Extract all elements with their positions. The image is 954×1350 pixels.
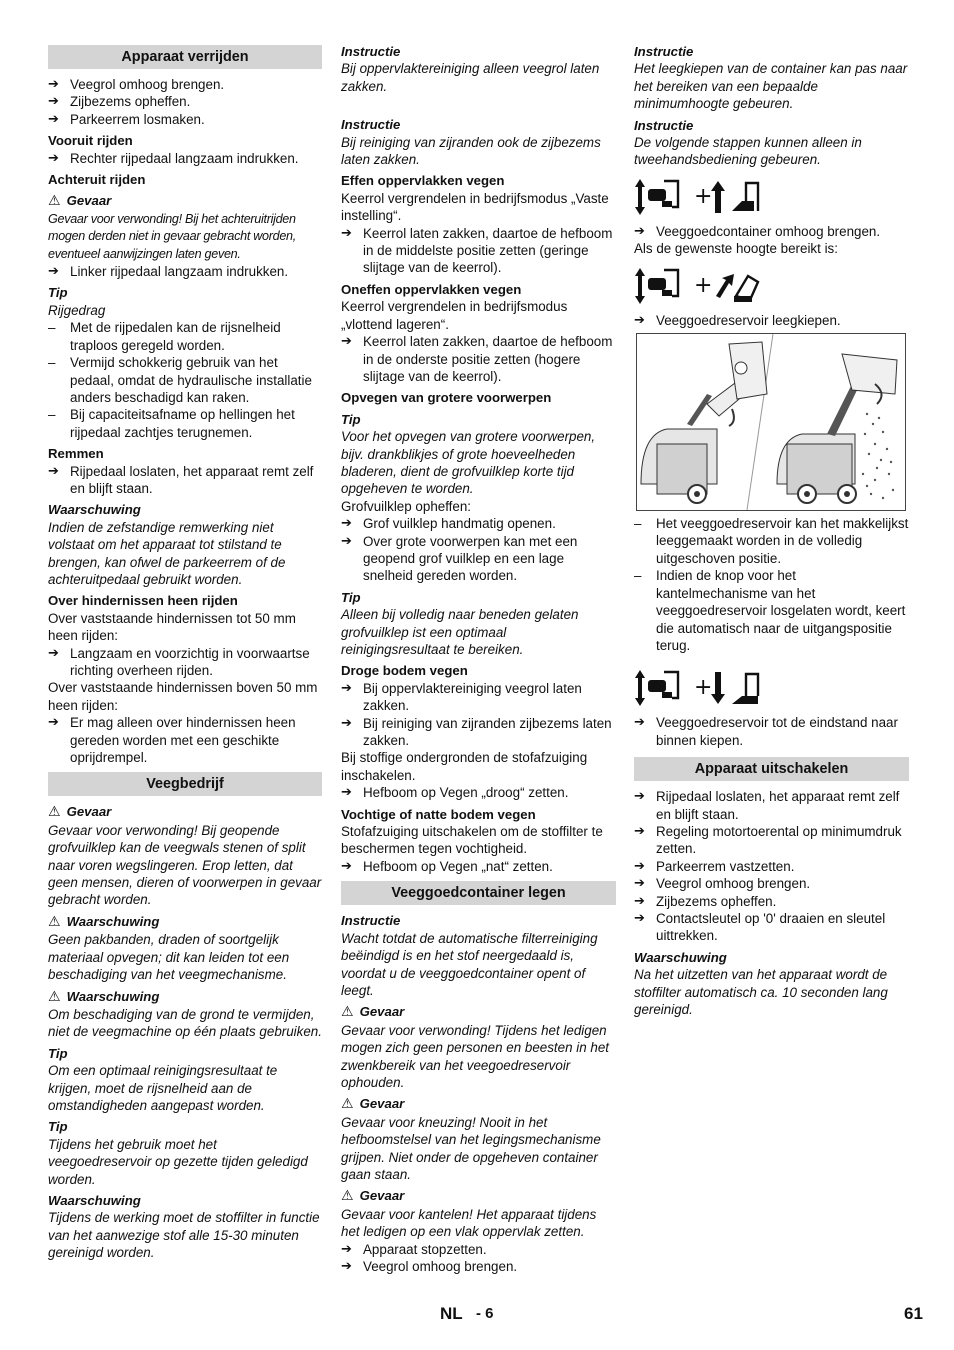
warning-label (48, 913, 322, 931)
list-item: – Met de rijpedalen kan de rijsnelheid traploos geregeld worden. (48, 319, 322, 354)
danger-label (341, 1095, 616, 1113)
step: ➔ Grof vuilklep handmatig openen. (341, 515, 616, 532)
list-item: – Indien de knop voor het kantelmechanisme van het veeggoedreservoir losgelaten wordt, keert die automatisch naar de uitgangspositie terug. (634, 567, 909, 654)
tip-label: Tip (48, 1045, 68, 1061)
heading-remmen: Remmen (48, 446, 104, 462)
warning-triangle-icon: ⚠ (48, 988, 61, 1005)
step: ➔ Hefboom op Vegen „droog“ zetten. (341, 784, 616, 801)
heading-vooruit: Vooruit rijden (48, 133, 133, 149)
paragraph: Keerrol vergrendelen in bedrijfsmodus „vlottend lageren“. (341, 299, 568, 332)
warning-triangle-icon: ⚠ (48, 913, 61, 930)
danger-label (48, 803, 322, 821)
step: ➔ Bij reiniging van zijranden zijbezems laten zakken. (341, 715, 616, 750)
danger-label (48, 192, 322, 210)
danger-text: Gevaar voor verwonding! Tijdens het ledigen mogen zich geen personen en beesten in het zwenkbereik van het veegoedreservoir ophouden. (341, 1022, 610, 1090)
tip-label: Tip (48, 285, 68, 301)
sweeper-machine-image (637, 334, 905, 510)
step: ➔ Hefboom op Vegen „nat“ zetten. (341, 858, 616, 875)
step: ➔ Langzaam en voorzichtig in voorwaartse richting overheen rijden. (48, 645, 322, 680)
control-symbol-tilt (634, 266, 909, 306)
warning-triangle-icon: ⚠ (341, 1188, 354, 1205)
paragraph: Grofvuilklep opheffen: (341, 498, 472, 514)
section-title-veegbedrijf: Veegbedrijf (48, 772, 322, 796)
instruction-text: De volgende stappen kunnen alleen in tweehandsbediening gebeuren. (634, 135, 862, 168)
step: ➔ Rijpedaal loslaten, het apparaat remt zelf en blijft staan. (634, 788, 909, 823)
step: ➔ Keerrol laten zakken, daartoe de hefboom in de middelste positie zetten (geringe slijtage van de keerrol). (341, 225, 616, 277)
tip-label: Tip (48, 1119, 68, 1135)
warning-triangle-icon: ⚠ (341, 1096, 354, 1113)
heading-grotere-voorwerpen: Opvegen van grotere voorwerpen (341, 390, 552, 406)
label-text: Gevaar (359, 1004, 405, 1020)
tip-text: Alleen bij volledig naar beneden gelaten grofvuilklep ist een optimaal reinigingsresultaat te bereiken. (341, 607, 579, 657)
label-text: Gevaar (66, 804, 112, 820)
danger-label (341, 1003, 616, 1021)
instruction-text: Het leegkiepen van de container kan pas naar het bereiken van een bepaalde minimumhoogte gebeuren. (634, 61, 908, 112)
heading-achteruit: Achteruit rijden (48, 172, 146, 188)
tip-text: Tijdens het gebruik moet het veegoedreservoir op gezette tijden geledigd worden. (48, 1136, 308, 1187)
two-hand-tilt-icon (634, 266, 764, 306)
warning-text: Geen pakbanden, draden of soortgelijk materiaal opvegen; dit kan leiden tot een beschadiging van het veegmechanisme. (48, 932, 290, 983)
step: ➔ Veegrol omhoog brengen. (341, 1258, 616, 1275)
paragraph: Over vaststaande hindernissen boven 50 mm heen rijden: (48, 680, 318, 713)
step: ➔ Er mag alleen over hindernissen heen gereden worden met een geschikte oprijdrempel. (48, 714, 322, 766)
warning-text: Tijdens de werking moet de stoffilter in functie van het aanwezige stof alle 15-30 minuten gereinigd worden. (48, 1210, 320, 1261)
warning-text: Na het uitzetten van het apparaat wordt de stoffilter automatisch ca. 10 seconden lang gereinigd. (634, 967, 888, 1017)
plus-sign: + (694, 675, 713, 701)
warning-text: Om beschadiging van de grond te vermijden, niet de veegmachine op één plaats gebruiken. (48, 1006, 322, 1040)
tip-label: Tip (341, 589, 361, 605)
warning-triangle-icon: ⚠ (48, 193, 61, 210)
warning-label: Waarschuwing (634, 949, 727, 965)
instruction-text: Bij oppervlaktereiniging alleen veegrol laten zakken. (341, 61, 600, 94)
tip-text: Voor het opvegen van grotere voorwerpen, bijv. drankblikjes of grote hoeveelheden bladeren, dient de grofvuilklep korte tijd opgeheven te worden. (341, 429, 596, 497)
step: ➔ Apparaat stopzetten. (341, 1241, 616, 1258)
step: ➔ Veeggoedreservoir leegkiepen. (634, 312, 909, 329)
step: ➔ Linker rijpedaal langzaam indrukken. (48, 263, 322, 280)
machine-tipping-illustration (636, 333, 906, 511)
warning-label: Waarschuwing (48, 1192, 141, 1208)
step: ➔ Zijbezems opheffen. (634, 893, 909, 910)
plus-sign: + (694, 272, 713, 298)
warning-triangle-icon: ⚠ (341, 1004, 354, 1021)
step: ➔ Parkeerrem vastzetten. (634, 858, 909, 875)
two-hand-raise-icon (634, 177, 764, 217)
step: ➔ Veegrol omhoog brengen. (634, 875, 909, 892)
footer-page-number: 61 (904, 1304, 923, 1323)
step: ➔ Rijpedaal loslaten, het apparaat remt zelf en blijft staan. (48, 463, 322, 498)
danger-text: Gevaar voor kantelen! Het apparaat tijdens het ledigen op een vlak oppervlak zetten. (341, 1206, 597, 1240)
tip-label: Tip (341, 411, 361, 427)
paragraph: Als de gewenste hoogte bereikt is: (634, 241, 838, 257)
heading-hindernissen: Over hindernissen heen rijden (48, 593, 238, 609)
step: ➔ Keerrol laten zakken, daartoe de hefboom in de onderste positie zetten (hogere slijtage van de keerrol). (341, 333, 616, 385)
paragraph: Keerrol vergrendelen in bedrijfsmodus „Vaste instelling“. (341, 190, 609, 224)
label-text: Waarschuwing (66, 913, 160, 929)
heading-oneffen: Oneffen oppervlakken vegen (341, 281, 522, 297)
step: ➔ Bij oppervlaktereiniging veegrol laten zakken. (341, 680, 616, 715)
step: ➔ Rechter rijpedaal langzaam indrukken. (48, 150, 322, 167)
step: ➔ Veeggoedcontainer omhoog brengen. (634, 223, 909, 240)
step: ➔ Over grote voorwerpen kan met een geopend grof vuilklep en een lage snelheid gereden worden. (341, 533, 616, 585)
heading-droog: Droge bodem vegen (341, 663, 468, 679)
paragraph: Over vaststaande hindernissen tot 50 mm heen rijden: (48, 610, 296, 644)
list-item: – Bij capaciteitsafname op hellingen het rijpedaal zachtjes terugnemen. (48, 406, 322, 441)
paragraph: Stofafzuiging uitschakelen om de stoffilter te beschermen tegen vochtigheid. (341, 824, 603, 857)
paragraph: Bij stoffige ondergronden de stofafzuiging inschakelen. (341, 750, 588, 783)
list-item: – Het veeggoedreservoir kan het makkelijkst leeggemaakt worden in de volledig uitgeschoven positie. (634, 515, 909, 567)
footer-language: NL (440, 1304, 463, 1323)
plus-sign: + (694, 183, 713, 209)
column-middle (341, 43, 616, 1275)
list-item: – Vermijd schokkerig gebruik van het pedaal, omdat de hydraulische installatie anders beschadigd kan raken. (48, 354, 322, 406)
instruction-label: Instructie (634, 44, 694, 59)
column-left (48, 43, 322, 1262)
label-text: Waarschuwing (66, 988, 160, 1004)
instruction-label: Instructie (341, 44, 401, 59)
warning-text: Indien de zefstandige remwerking niet volstaat om het apparaat tot stilstand te brengen, kan ofwel de parkeerrem of de achteruitpedaal gebruikt worden. (48, 519, 286, 587)
tip-text: Om een optimaal reinigingsresultaat te krijgen, moet de rijsnelheid aan de omstandigheden aangepast worden. (48, 1063, 278, 1113)
step: ➔ Zijbezems opheffen. (48, 93, 322, 110)
tip-subtitle: Rijgedrag (48, 302, 106, 318)
control-symbol-raise (634, 177, 909, 217)
section-title-container-legen: Veeggoedcontainer legen (341, 881, 616, 905)
instruction-label: Instructie (341, 117, 401, 133)
danger-text: Gevaar voor kneuzing! Nooit in het hefboomstelsel van het legingsmechanisme grijpen. Niet onder de opgeheven container gaan staan. (341, 1114, 601, 1182)
instruction-label: Instructie (341, 913, 401, 929)
warning-label (48, 988, 322, 1006)
warning-triangle-icon: ⚠ (48, 804, 61, 821)
label-text: Gevaar (359, 1188, 405, 1204)
label-text: Gevaar (66, 193, 112, 209)
section-title-apparaat-verrijden: Apparaat verrijden (48, 45, 322, 69)
instruction-text: Bij reiniging van zijranden ook de zijbezems laten zakken. (341, 134, 601, 168)
control-symbol-lower (634, 668, 909, 708)
step: ➔ Regeling motortoerental op minimumdruk zetten. (634, 823, 909, 858)
step: ➔ Veeggoedreservoir tot de eindstand naar binnen kiepen. (634, 714, 909, 749)
heading-nat: Vochtige of natte bodem vegen (341, 806, 536, 822)
step: ➔ Contactsleutel op '0' draaien en sleutel uittrekken. (634, 910, 909, 945)
danger-text: Gevaar voor verwonding! Bij het achteruitrijden mogen derden niet in gevaar gebracht worden, eventueel aanwijzingen laten geven. (48, 211, 296, 261)
section-title-apparaat-uitschakelen: Apparaat uitschakelen (634, 757, 909, 781)
step: ➔ Parkeerrem losmaken. (48, 111, 322, 128)
two-hand-lower-icon (634, 668, 764, 708)
step: ➔ Veegrol omhoog brengen. (48, 76, 322, 93)
instruction-label: Instructie (634, 117, 694, 133)
danger-label (341, 1187, 616, 1205)
warning-label: Waarschuwing (48, 502, 141, 518)
column-right (634, 43, 909, 1018)
label-text: Gevaar (359, 1096, 405, 1112)
heading-effen: Effen oppervlakken vegen (341, 173, 505, 189)
footer-local-page: - 6 (476, 1305, 494, 1322)
instruction-text: Wacht totdat de automatische filterreiniging beëindigd is en het stof neergedaald is, voordat u de veeggoedcontainer opent of leegt. (341, 930, 598, 998)
danger-text: Gevaar voor verwonding! Bij geopende grofvuilklep kan de veegwals stenen of split naar voren wegslingeren. Erop letten, dat geen mensen, dieren of voorwerpen in gevaar gebracht worden. (48, 822, 322, 908)
